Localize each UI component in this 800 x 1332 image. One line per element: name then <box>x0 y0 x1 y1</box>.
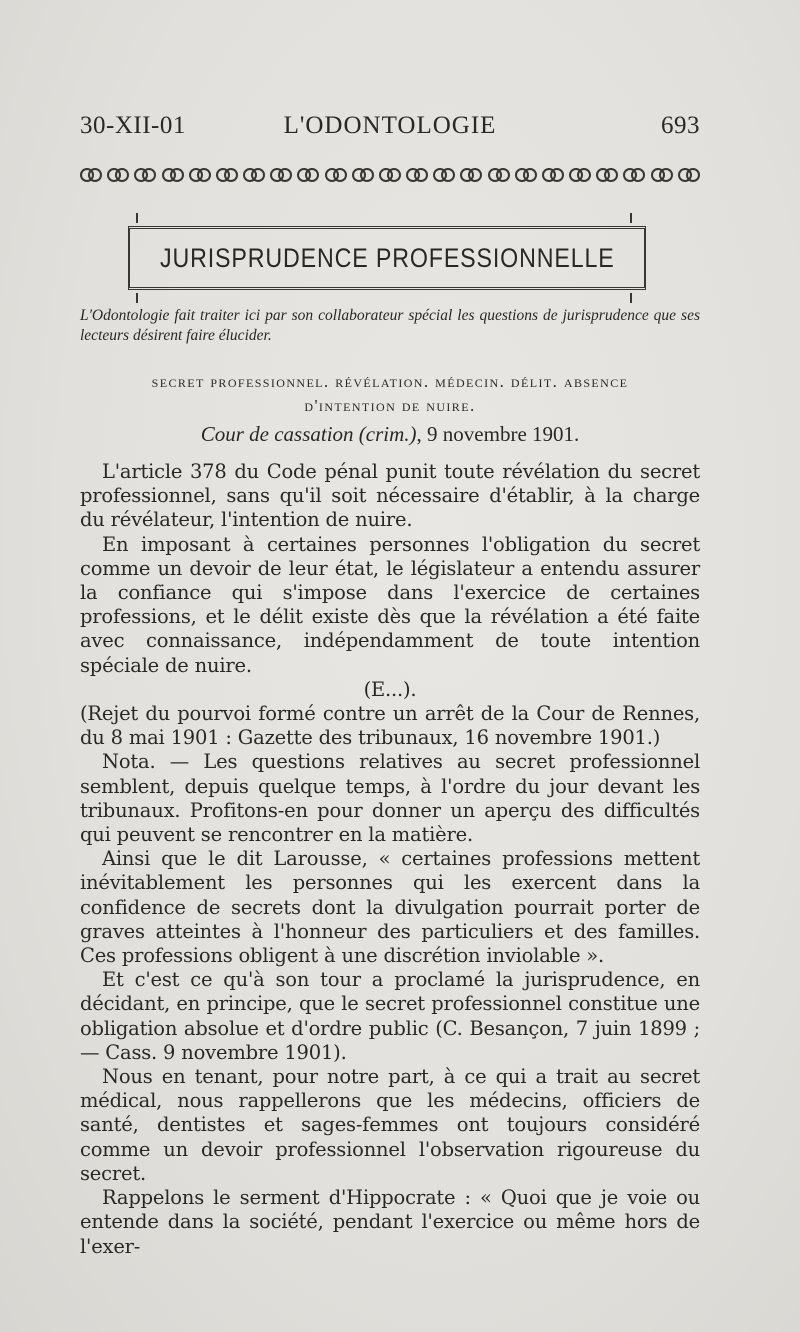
ornament-icon <box>162 167 184 181</box>
journal-title: L'ODONTOLOGIE <box>283 112 497 139</box>
case-heading <box>80 370 700 418</box>
frame-decoration <box>630 293 638 303</box>
section-title-frame <box>128 226 646 290</box>
court-name: Cour de cassation (crim.) <box>200 422 417 446</box>
ornament-icon <box>569 167 591 181</box>
page-number: 693 <box>661 112 700 139</box>
ornament-icon <box>433 167 455 181</box>
paragraph: Et c'est ce qu'à son tour a proclamé la jurisprudence, en décidant, en principe, que le secret professionnel constitue une obligation absolue et d'ordre public (C. Besançon, 7 juin 1899 ; — Cass. 9 novembre 1901). <box>80 968 700 1064</box>
ornament-icon <box>134 167 156 181</box>
ornament-icon <box>243 167 265 181</box>
ornament-icon <box>596 167 618 181</box>
frame-decoration <box>630 213 638 223</box>
paragraph: L'article 378 du Code pénal punit toute révélation du secret professionnel, sans qu'il soit nécessaire d'établir, à la charge du révélateur, l'intention de nuire. <box>80 460 700 532</box>
ornament-icon <box>678 167 700 181</box>
ornament-icon <box>107 167 129 181</box>
article-body <box>80 460 700 1259</box>
case-heading-line: secret professionnel. révélation. médecin. délit. absence <box>151 372 629 391</box>
case-heading-line: d'intention de nuire. <box>304 396 476 415</box>
paragraph: Rappelons le serment d'Hippocrate : « Quoi que je voie ou entende dans la société, pendant l'exercice ou même hors de l'exer- <box>80 1186 700 1258</box>
ornament-icon <box>623 167 645 181</box>
ornament-icon <box>325 167 347 181</box>
ornament-icon <box>352 167 374 181</box>
signature-initials: (E...). <box>363 677 417 701</box>
ornament-icon <box>297 167 319 181</box>
ornament-icon <box>488 167 510 181</box>
ornament-icon <box>515 167 537 181</box>
running-head <box>80 112 700 146</box>
ornament-icon <box>460 167 482 181</box>
paragraph: Ainsi que le dit Larousse, « certaines professions mettent inévitablement les personnes qui les exercent dans la confidence de secrets dont la divulgation pourrait porter de graves atteintes à l'honneur des particuliers et des familles. Ces professions obligent à une discrétion inviolable ». <box>80 847 700 968</box>
ornament-icon <box>542 167 564 181</box>
paragraph: En imposant à certaines personnes l'obligation du secret comme un devoir de leur état, le législateur a entendu assurer la confiance qui s'impose dans l'exercice de certaines professions, et le délit existe dès que la révélation a été faite avec connaissance, indépendamment de toute intention spéciale de nuire. <box>80 532 700 677</box>
ornament-border <box>80 163 700 185</box>
paragraph: Nous en tenant, pour notre part, à ce qui a trait au secret médical, nous rappellerons que les médecins, officiers de santé, dentistes et sages-femmes ont toujours considéré comme un devoir professionnel l'observation rigoureuse du secret. <box>80 1065 700 1185</box>
issue-date: 30-XII-01 <box>80 112 186 139</box>
ornament-icon <box>80 167 102 181</box>
section-intro: L'Odontologie fait traiter ici par son collaborateur spécial les questions de jurisprudence que ses lecteurs désirent faire élucider. <box>80 307 700 344</box>
ornament-icon <box>189 167 211 181</box>
ornament-icon <box>651 167 673 181</box>
paragraph: Nota. — Les questions relatives au secret professionnel semblent, depuis quelque temps, à l'ordre du jour devant les tribunaux. Profitons-en pour donner un aperçu des difficultés qui peuvent se rencontrer en la matière. <box>80 750 700 847</box>
court-date: , 9 novembre 1901. <box>416 422 580 446</box>
section-title: JURISPRUDENCE PROFESSIONNELLE <box>159 242 615 273</box>
frame-decoration <box>136 213 144 223</box>
ornament-icon <box>270 167 292 181</box>
court-reference <box>80 422 700 447</box>
frame-decoration <box>136 293 144 303</box>
paragraph: (Rejet du pourvoi formé contre un arrêt de la Cour de Rennes, du 8 mai 1901 : Gazette des tribunaux, 16 novembre 1901.) <box>80 702 700 750</box>
ornament-icon <box>406 167 428 181</box>
ornament-icon <box>216 167 238 181</box>
ornament-icon <box>379 167 401 181</box>
